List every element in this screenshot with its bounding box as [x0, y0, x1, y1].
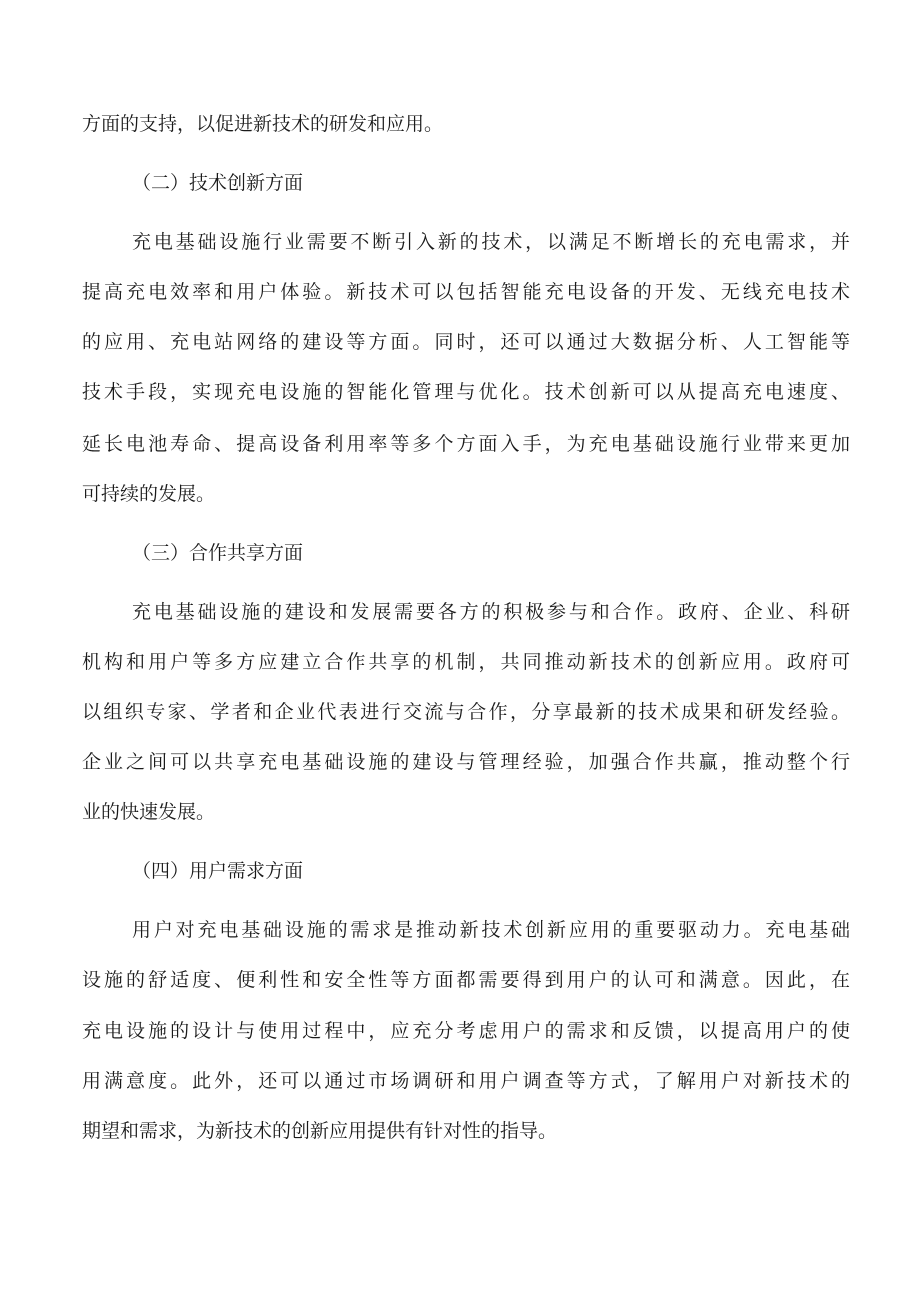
body-text-line: 充电基础设施行业需要不断引入新的技术，以满足不断增长的充电需求，并 — [132, 231, 850, 253]
section-heading-cooperation-sharing: （三）合作共享方面 — [132, 542, 304, 564]
body-text-line: 用户对充电基础设施的需求是推动新技术创新应用的重要驱动力。充电基础 — [132, 919, 850, 941]
body-text-line: 期望和需求，为新技术的创新应用提供有针对性的指导。 — [82, 1120, 558, 1142]
body-text-line: 机构和用户等多方应建立合作共享的机制，共同推动新技术的创新应用。政府可 — [82, 651, 850, 673]
body-text-line: 提高充电效率和用户体验。新技术可以包括智能充电设备的开发、无线充电技术 — [82, 281, 850, 303]
body-text-line: 企业之间可以共享充电基础设施的建设与管理经验，加强合作共赢，推动整个行 — [82, 751, 850, 773]
body-text-line: 充电基础设施的建设和发展需要各方的积极参与和合作。政府、企业、科研 — [132, 601, 850, 623]
body-text-line: 以组织专家、学者和企业代表进行交流与合作，分享最新的技术成果和研发经验。 — [82, 701, 850, 723]
body-text-line: 业的快速发展。 — [82, 801, 216, 823]
body-text-line: 可持续的发展。 — [82, 483, 216, 505]
body-text-line: 方面的支持，以促进新技术的研发和应用。 — [82, 113, 444, 135]
body-text-line: 延长电池寿命、提高设备利用率等多个方面入手，为充电基础设施行业带来更加 — [82, 433, 850, 455]
body-text-line: 技术手段，实现充电设施的智能化管理与优化。技术创新可以从提高充电速度、 — [82, 381, 850, 403]
body-text-line: 用满意度。此外，还可以通过市场调研和用户调查等方式，了解用户对新技术的 — [82, 1070, 850, 1092]
section-heading-user-demand: （四）用户需求方面 — [132, 860, 304, 882]
body-text-line: 充电设施的设计与使用过程中，应充分考虑用户的需求和反馈，以提高用户的使 — [82, 1020, 850, 1042]
section-heading-technology-innovation: （二）技术创新方面 — [132, 172, 304, 194]
body-text-line: 设施的舒适度、便利性和安全性等方面都需要得到用户的认可和满意。因此，在 — [82, 969, 850, 991]
body-text-line: 的应用、充电站网络的建设等方面。同时，还可以通过大数据分析、人工智能等 — [82, 331, 850, 353]
